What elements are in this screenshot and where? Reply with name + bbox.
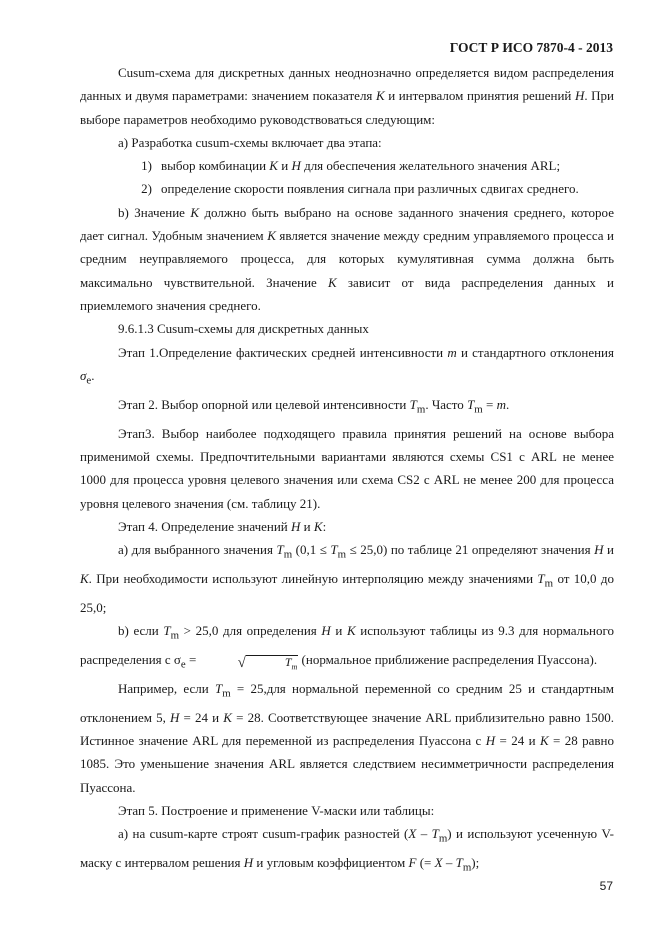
paragraph: Этап 4. Определение значений H и K: xyxy=(118,518,327,534)
document-header: ГОСТ Р ИСО 7870-4 - 2013 xyxy=(449,40,613,55)
list-item: 1) выбор комбинации K и H для обеспечения желательного значения ARL; xyxy=(141,158,561,174)
list-item: 2) определение скорости появления сигнала при различных сдвигах среднего. xyxy=(141,181,579,197)
document-body xyxy=(80,61,614,880)
paragraph: а) на cusum-карте строят cusum-график разностей $(X - T_m)$ и используют усеченную V-маску с интервалом решения H и угловым коэффициентом F (= X – $T_m$); xyxy=(80,826,614,874)
paragraph: b) если $T_m > 25,0$ для определения H и K используют таблицы из 9.3 для нормального распределения с $\sigma_e$ = √ $T_m$ (нормальное приближение распределения Пуассона). xyxy=(80,623,614,672)
paragraph: Этап 1.Определение фактических средней интенсивности m и стандартного отклонения $\sigma_e$. xyxy=(80,344,614,387)
paragraph: 9.6.1.3 Cusum-схемы для дискретных данных xyxy=(118,321,369,337)
paragraph: b) Значение K должно быть выбрано на основе заданного значения среднего, которое дает сигнал. Удобным значением K является значение между средним управляемого процесса и средним неуправляемого процесса, для которых кумулятивная сумма должна быть максимально чувствительной. Значение K зависит от вида распределения данных и приемлемого значения среднего. xyxy=(80,204,614,313)
paragraph: Этап 5. Построение и применение V-маски или таблицы: xyxy=(118,803,435,819)
paragraph: Например, если $T_m = 25,для$ нормальной переменной со средним 25 и стандартным отклонением 5, H = 24 и K = 28. Соответствующее значение ARL приблизительно равно 1500. Истинное значение ARL для переменной из распределения Пуассона с H = 24 и K = 28 равно 1085. Это уменьшение значения ARL является следствием несимметричности распределения Пуассона. xyxy=(80,680,615,795)
page-number: 57 xyxy=(599,879,613,893)
paragraph: Этап 2. Выбор опорной или целевой интенсивности $T_m$. Часто $T_m = m$. xyxy=(118,396,510,416)
paragraph: а) Разработка cusum-схемы включает два этапа: xyxy=(118,134,382,150)
paragraph: Cusum-схема для дискретных данных неоднозначно определяется видом распределения данных и двумя параметрами: значением показателя K и интервалом принятия решений H. При выборе параметров необходимо руководствоваться следующим: xyxy=(80,65,614,127)
paragraph: а) для выбранного значения $T_m$ $(0,1 \le T_m \le 25,0)$ по таблице 21 определяют значения H и K. При необходимости используют линейную интерполяцию между значениями $T_m$ от 10,0 до 25,0; xyxy=(80,542,615,615)
paragraph: Этап3. Выбор наиболее подходящего правила принятия решений на основе выбора применимой схемы. Предпочтительными вариантами являются схемы CS1 с ARL не менее 1000 для процесса уровня целевого значения или схема CS2 с ARL не менее 200 для процесса уровня целевого значения (см. таблицу 21). xyxy=(80,425,614,511)
